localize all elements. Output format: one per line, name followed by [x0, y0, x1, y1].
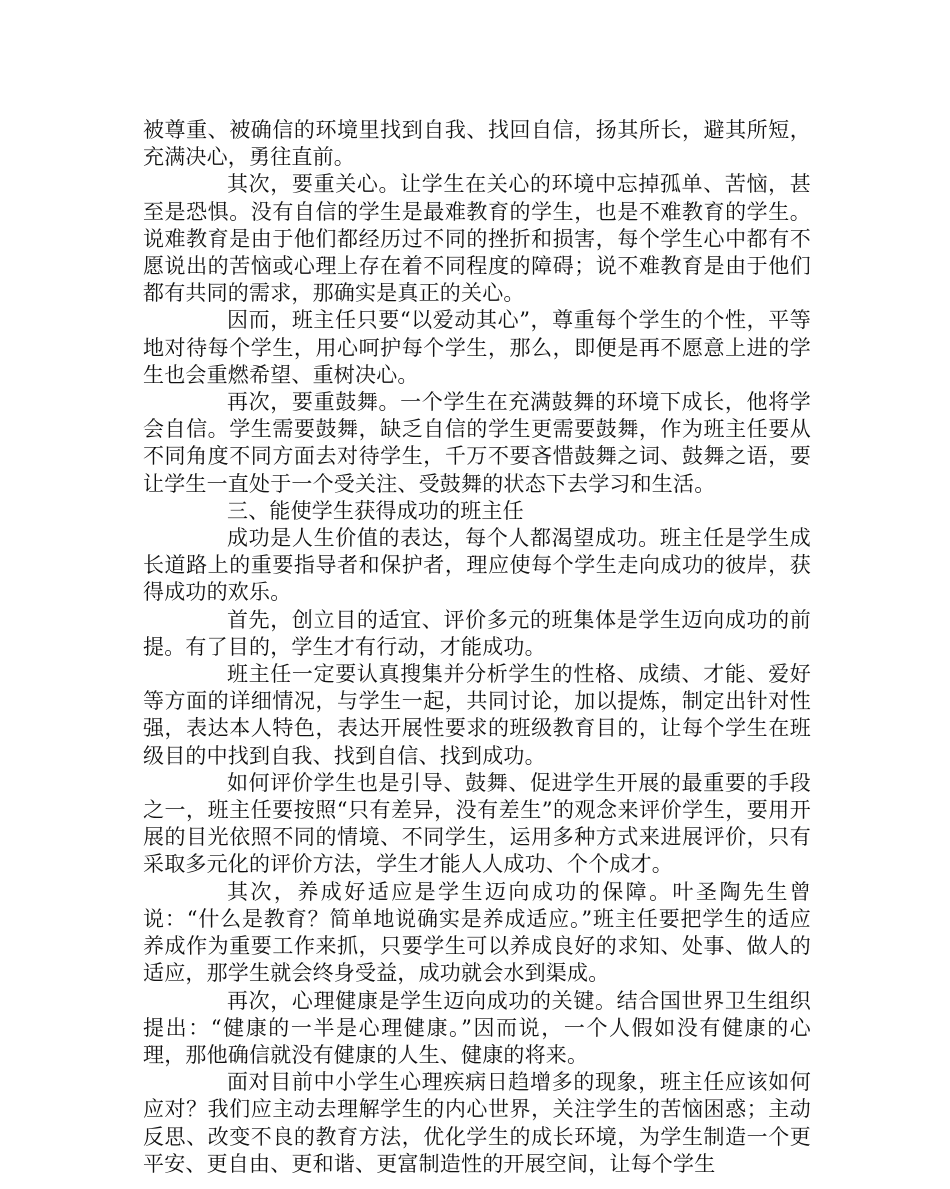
paragraph: 班主任一定要认真搜集并分析学生的性格、成绩、才能、爱好等方面的详细情况，与学生一起，共同讨论，加以提炼，制定出针对性强，表达本人特色，表达开展性要求的班级教育目的，让每个学生在班级目的中找到自我、找到自信、找到成功。 [143, 662, 811, 768]
paragraph: 如何评价学生也是引导、鼓舞、促进学生开展的最重要的手段之一，班主任要按照“只有差异，没有差生”的观念来评价学生，要用开展的目光依照不同的情境、不同学生，运用多种方式来进展评价，只有采取多元化的评价方法，学生才能人人成功、个个成才。 [143, 770, 811, 877]
paragraph: 其次，要重关心。让学生在关心的环境中忘掉孤单、苦恼，甚至是恐惧。没有自信的学生是最难教育的学生，也是不难教育的学生。说难教育是由于他们都经历过不同的挫折和损害，每个学生心中都有不愿说出的苦恼或心理上存在着不同程度的障碍；说不难教育是由于他们都有共同的需求，那确实是真正的关心。 [143, 172, 811, 306]
section-heading: 三、能使学生获得成功的班主任 [227, 498, 524, 523]
paragraph: 面对目前中小学生心理疾病日趋增多的现象，班主任应该如何应对？我们应主动去理解学生的内心世界，关注学生的苦恼困惑；主动反思、改变不良的教育方法，优化学生的成长环境，为学生制造一个更平安、更自由、更和谐、更富制造性的开展空间，让每个学生 [143, 1070, 811, 1176]
paragraph: 被尊重、被确信的环境里找到自我、找回自信，扬其所长，避其所短，充满决心，勇往直前。 [143, 118, 811, 170]
paragraph: 再次，要重鼓舞。一个学生在充满鼓舞的环境下成长，他将学会自信。学生需要鼓舞，缺乏自信的学生更需要鼓舞，作为班主任要从不同角度不同方面去对待学生，千万不要吝惜鼓舞之词、鼓舞之语，要让学生一直处于一个受关注、受鼓舞的状态下去学习和生活。 [143, 390, 811, 496]
paragraph: 因而，班主任只要“以爱动其心”，尊重每个学生的个性，平等地对待每个学生，用心呵护每个学生，那么，即便是再不愿意上进的学生也会重燃希望、重树决心。 [143, 308, 811, 387]
paragraph: 成功是人生价值的表达，每个人都渴望成功。班主任是学生成长道路上的重要指导者和保护者，理应使每个学生走向成功的彼岸，获得成功的欢乐。 [143, 526, 811, 605]
body-text [143, 117, 811, 1178]
paragraph: 其次，养成好适应是学生迈向成功的保障。叶圣陶先生曾说：“什么是教育？简单地说确实是养成适应。”班主任要把学生的适应养成作为重要工作来抓，只要学生可以养成良好的求知、处事、做人的适应，那学生就会终身受益，成功就会水到渠成。 [143, 879, 811, 986]
paragraph: 首先，创立目的适宜、评价多元的班集体是学生迈向成功的前提。有了目的，学生才有行动，才能成功。 [143, 607, 811, 659]
paragraph: 再次，心理健康是学生迈向成功的关键。结合国世界卫生组织提出：“健康的一半是心理健康。”因而说，一个人假如没有健康的心理，那他确信就没有健康的人生、健康的将来。 [143, 988, 811, 1067]
